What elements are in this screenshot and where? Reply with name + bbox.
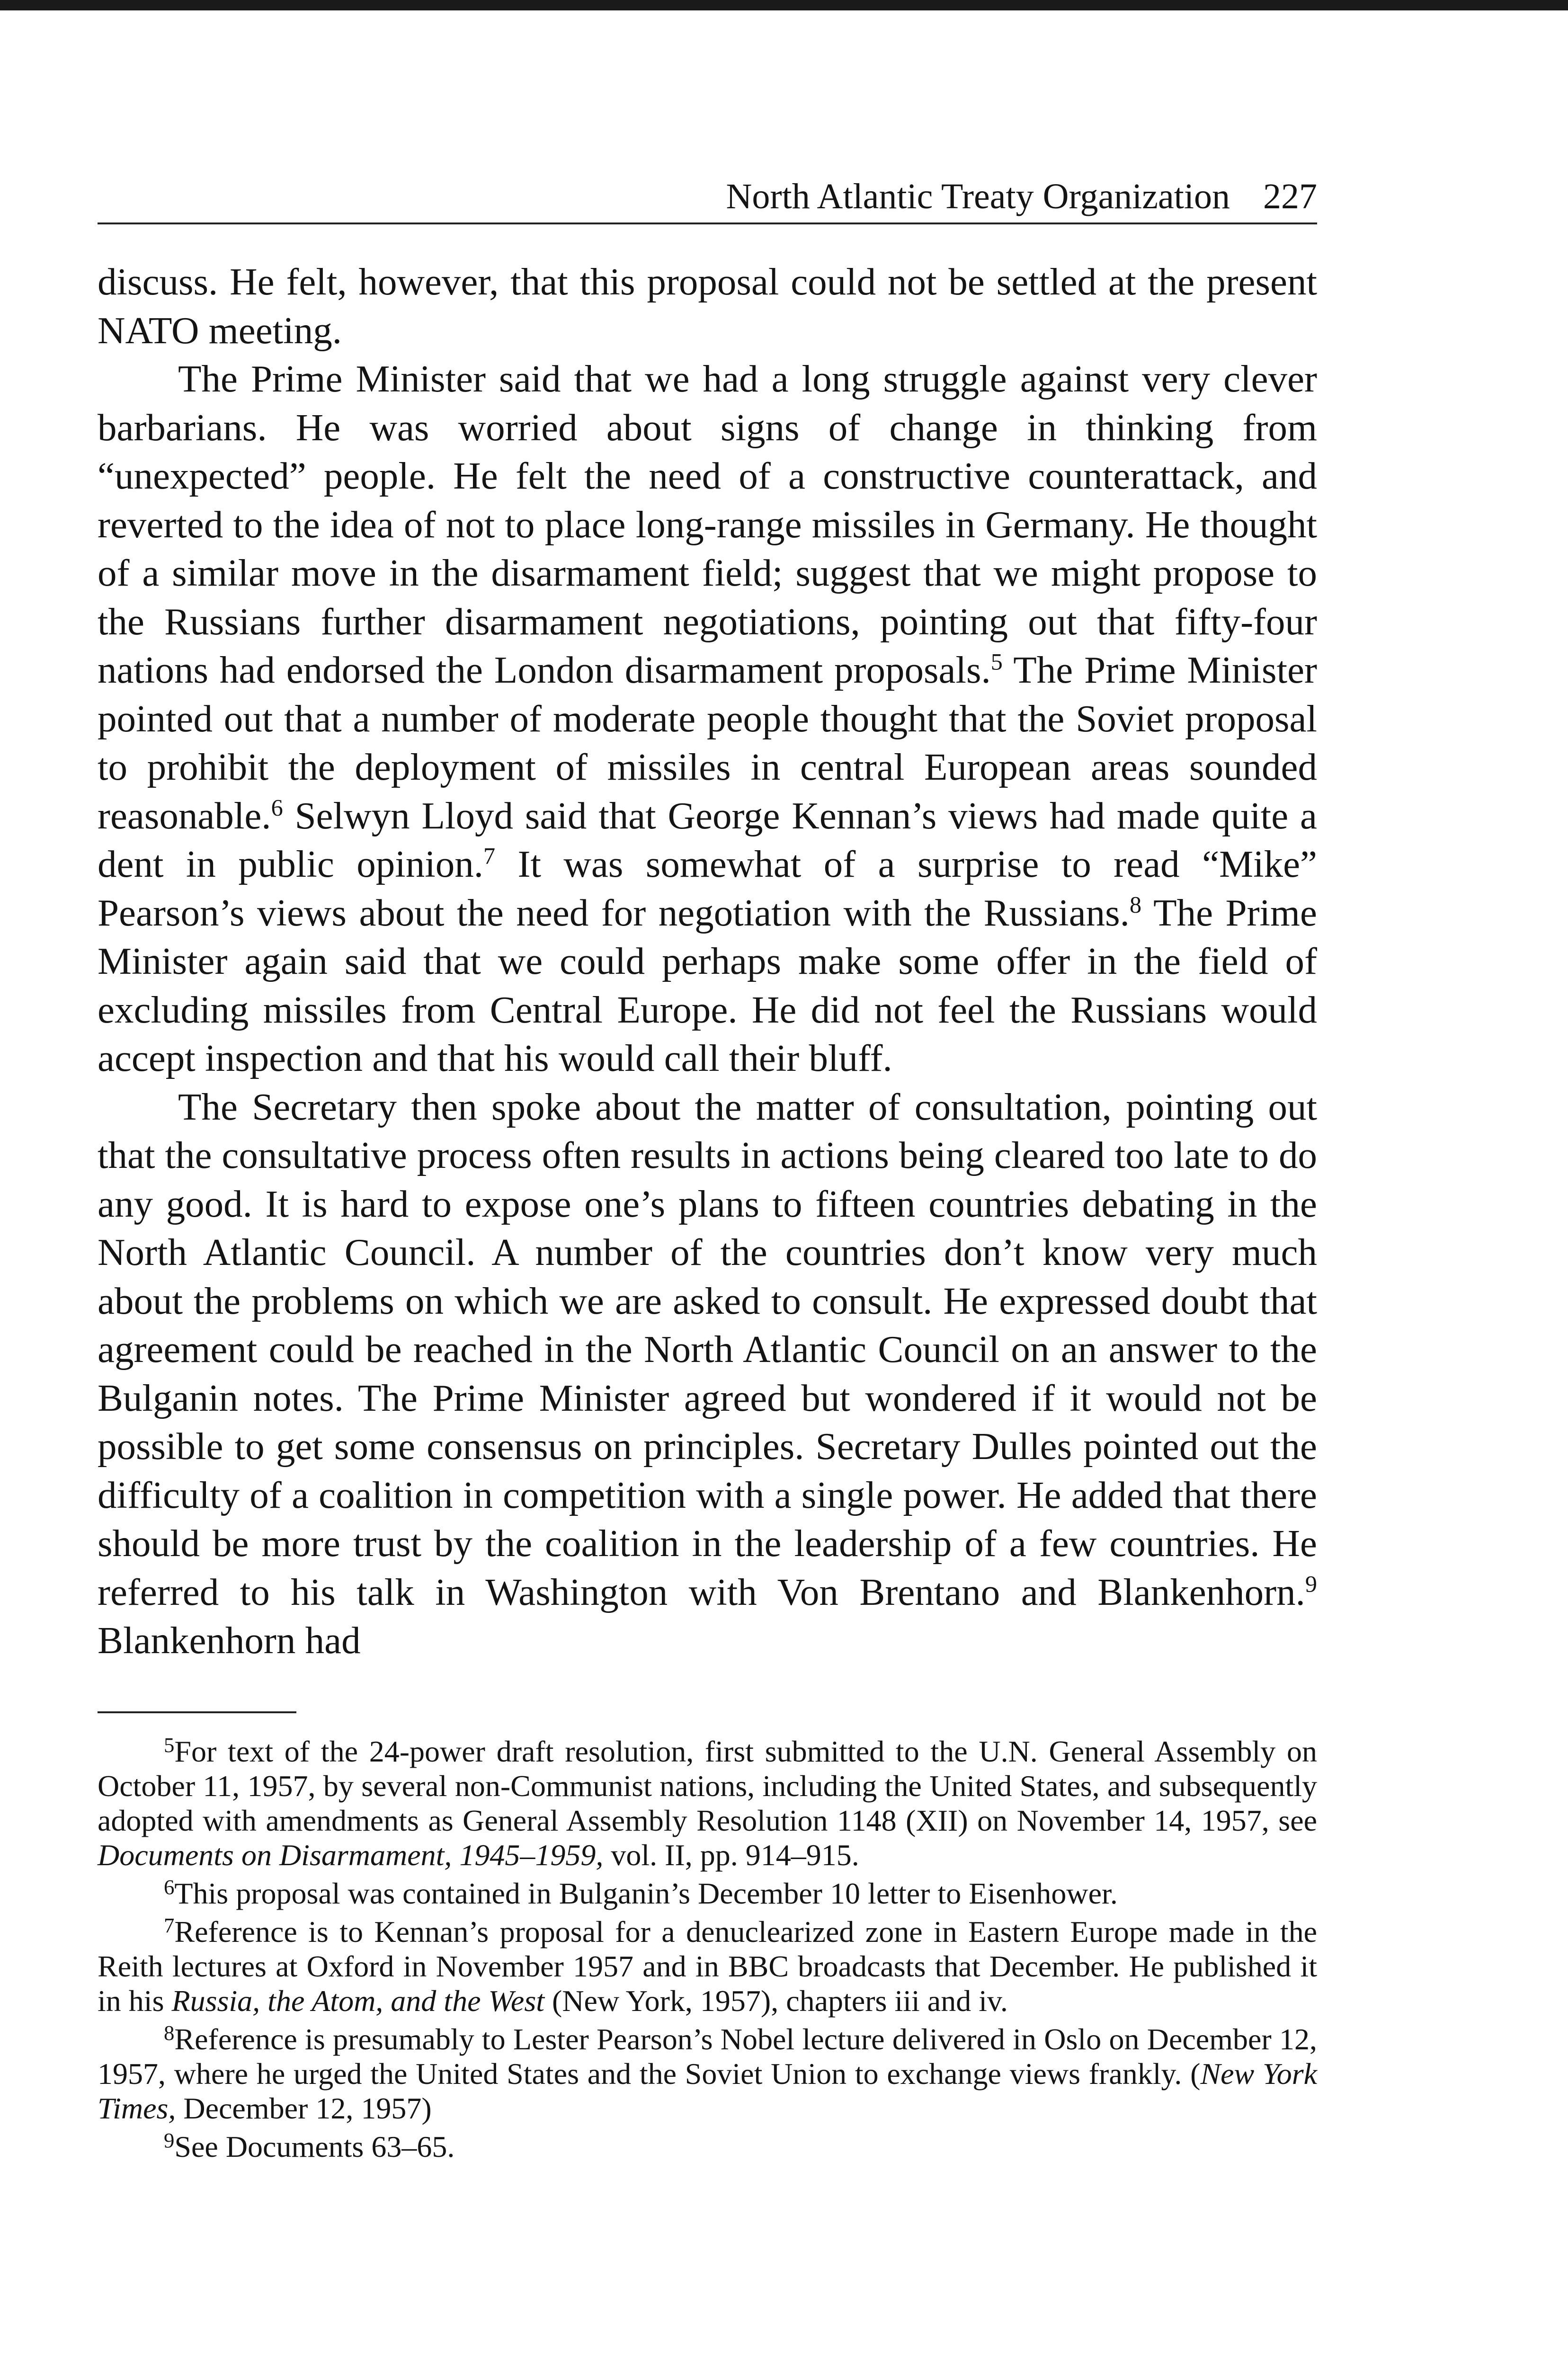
footnote-7 (98, 1914, 1317, 2018)
running-head-title: North Atlantic Treaty Organization (726, 177, 1230, 216)
footnote-ref-9: 9 (1305, 1570, 1317, 1597)
body-text (98, 258, 1317, 1665)
scan-top-edge (0, 0, 1568, 10)
footnote-text: This proposal was contained in Bulganin’s December 10 letter to Eisenhower. (174, 1876, 1118, 1910)
footnotes (98, 1734, 1317, 2164)
page-number: 227 (1263, 177, 1317, 216)
footnote-number: 7 (164, 1913, 175, 1937)
footnote-8 (98, 2022, 1317, 2126)
paragraph-text: Selwyn Lloyd said that George Kennan’s views had made quite a dent in public opinion. (98, 794, 1317, 885)
footnote-number: 8 (164, 2020, 175, 2045)
footnote-ref-7: 7 (483, 842, 496, 869)
footnote-text: For text of the 24-power draft resolution, first submitted to the U.N. General Assembly on October 11, 1957, by several non-Communist nations, including the United States, and subsequently adopted with amendments as General Assembly Resolution 1148 (XII) on November 14, 1957, see (98, 1734, 1317, 1837)
paragraph-text: It was somewhat of a surprise to read “Mike” Pearson’s views about the need for negotiation with the Russians. (98, 843, 1317, 934)
footnote-number: 9 (164, 2128, 175, 2152)
footnote-italic-title: Documents on Disarmament, 1945–1959, (98, 1838, 604, 1872)
running-head (98, 170, 1317, 224)
footnote-number: 5 (164, 1733, 175, 1757)
footnote-text: Reference is presumably to Lester Pearson’s Nobel lecture delivered in Oslo on December 12, 1957, where he urged the United States and the Soviet Union to exchange views frankly. ( (98, 2022, 1317, 2091)
footnote-divider (98, 1711, 296, 1713)
footnote-italic-title: Russia, the Atom, and the West (171, 1984, 544, 2018)
footnote-text: See Documents 63–65. (174, 2129, 455, 2163)
footnote-ref-5: 5 (990, 648, 1003, 675)
footnote-italic-title: New York Times, (98, 2056, 1318, 2125)
paragraph-3 (98, 1083, 1317, 1665)
document-page (98, 170, 1317, 2168)
footnote-9 (98, 2129, 1317, 2164)
footnote-ref-8: 8 (1129, 890, 1142, 917)
footnote-text: December 12, 1957) (176, 2091, 432, 2125)
paragraph-text: The Secretary then spoke about the matter of consultation, pointing out that the consultative process often results in actions being cleared too late to do any good. It is hard to expose one’s plans to fifteen countries debating in the North Atlantic Council. A number of the countries don’t know very much about the problems on which we are asked to consult. He expressed doubt that agreement could be reached in the North Atlantic Council on an answer to the Bulganin notes. The Prime Minister agreed but wondered if it would not be possible to get some consensus on principles. Secretary Dulles pointed out the difficulty of a coalition in competition with a single power. He added that there should be more trust by the coalition in the leadership of a few countries. He referred to his talk in Washington with Von Brentano and Blankenhorn. (98, 1085, 1317, 1613)
footnote-text: (New York, 1957), chapters iii and iv. (544, 1984, 1008, 2018)
footnote-6 (98, 1876, 1317, 1911)
paragraph-text: Blankenhorn had (98, 1619, 361, 1662)
paragraph-text: discuss. He felt, however, that this proposal could not be settled at the present NATO meeting. (98, 260, 1317, 352)
footnote-number: 6 (164, 1875, 175, 1899)
footnote-5 (98, 1734, 1317, 1872)
footnote-text: vol. II, pp. 914–915. (603, 1838, 859, 1872)
paragraph-text: The Prime Minister again said that we could perhaps make some offer in the field of excluding missiles from Central Europe. He did not feel the Russians would accept inspection and that his would call their bluff. (98, 891, 1318, 1079)
footnote-ref-6: 6 (271, 793, 283, 820)
paragraph-1 (98, 258, 1317, 355)
paragraph-2 (98, 355, 1317, 1083)
paragraph-text: The Prime Minister pointed out that a number of moderate people thought that the Soviet proposal to prohibit the deployment of missiles in central European areas sounded reasonable. (98, 649, 1318, 837)
paragraph-text: The Prime Minister said that we had a long struggle against very clever barbarians. He was worried about signs of change in thinking from “unexpected” people. He felt the need of a constructive counterattack, and reverted to the idea of not to place long-range missiles in Germany. He thought of a similar move in the disarmament field; suggest that we might propose to the Russians further disarmament negotiations, pointing out that fifty-four nations had endorsed the London disarmament proposals. (98, 357, 1317, 691)
footnote-text: Reference is to Kennan’s proposal for a denuclearized zone in Eastern Europe made in the Reith lectures at Oxford in November 1957 and in BBC broadcasts that December. He published it in his (98, 1914, 1317, 2018)
